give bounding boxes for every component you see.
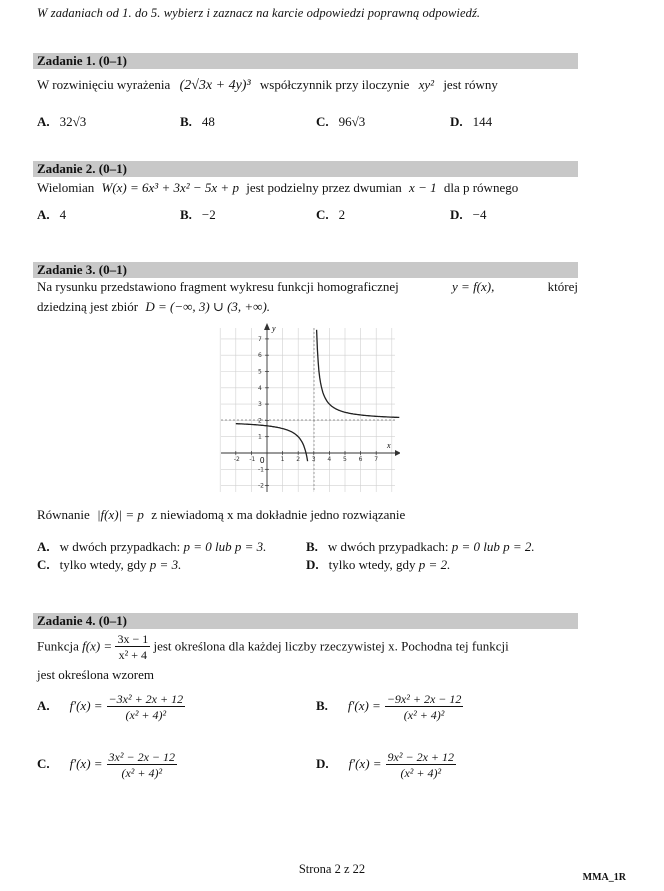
numerator: 3x² − 2x − 12 (108, 750, 175, 764)
denominator: (x² + 4)² (403, 708, 445, 722)
task-4-header (33, 613, 578, 629)
task-2-variable: x − 1 (409, 180, 437, 195)
option-value: 4 (59, 207, 67, 222)
y-tick-label: 7 (258, 335, 262, 343)
option-letter: B. (306, 539, 318, 554)
task-4-question (37, 632, 509, 663)
task-2-text: Wielomian (37, 180, 95, 195)
y-tick-label: 3 (258, 401, 262, 409)
task-3-domain: D = (−∞, 3) ∪ (3, +∞). (145, 299, 271, 314)
option-expr: p = 2. (418, 557, 451, 572)
option-fraction (107, 750, 177, 781)
task-3-line-2 (37, 298, 270, 316)
numerator: −3x² + 2x + 12 (108, 692, 184, 706)
task-3-title: Zadanie 3. (0–1) (37, 262, 127, 277)
task-4-line-2: jest określona wzorem (37, 667, 154, 682)
option-letter: D. (306, 557, 319, 572)
option-value: −4 (472, 207, 487, 222)
option-value: 48 (201, 114, 215, 129)
y-tick-label: 5 (258, 368, 262, 376)
option-letter: C. (316, 207, 329, 222)
option-text: w dwóch przypadkach: (327, 539, 449, 554)
task-3-option-b[interactable] (306, 539, 535, 555)
denominator: x² + 4 (118, 648, 148, 662)
task-2-option-c[interactable] (316, 207, 345, 223)
option-value: 144 (472, 114, 493, 129)
task-2-question (37, 179, 518, 197)
task-3-domain-text: dziedziną jest zbiór (37, 299, 139, 314)
option-letter: C. (316, 114, 329, 129)
y-axis-label: y (272, 324, 276, 333)
origin-label: 0 (260, 456, 265, 465)
option-letter: A. (37, 114, 50, 129)
option-letter: B. (316, 698, 328, 714)
option-text: tylko wtedy, gdy (328, 557, 416, 572)
task-1-option-a[interactable] (37, 114, 86, 130)
task-3-text-end: której (547, 279, 578, 294)
denominator: (x² + 4)² (121, 766, 163, 780)
task-4-option-b[interactable] (316, 692, 463, 723)
task-1-option-c[interactable] (316, 114, 365, 130)
task-2-option-a[interactable] (37, 207, 66, 223)
task-2-expression: W(x) = 6x³ + 3x² − 5x + p (101, 180, 239, 195)
x-tick-label: 5 (343, 456, 347, 463)
task-4-option-c[interactable] (37, 750, 177, 781)
task-1-option-b[interactable] (180, 114, 215, 130)
task-3-option-c[interactable] (37, 557, 181, 573)
option-letter: C. (37, 557, 50, 572)
option-letter: A. (37, 698, 50, 714)
task-1-text-mid: współczynnik przy iloczynie (259, 77, 410, 92)
denominator: (x² + 4)² (400, 766, 442, 780)
option-expr: p = 0 lub p = 2. (451, 539, 535, 554)
task-3-option-d[interactable] (306, 557, 450, 573)
task-3-function: y = f(x), (452, 279, 495, 294)
derivative-label: f′(x) = (348, 756, 382, 772)
option-text: tylko wtedy, gdy (59, 557, 147, 572)
option-letter: B. (180, 207, 192, 222)
task-4-text: Funkcja (37, 638, 79, 654)
x-axis-label: x (387, 441, 391, 450)
function-graph (215, 322, 400, 497)
task-1-option-d[interactable] (450, 114, 492, 130)
x-tick-label: 1 (280, 456, 285, 463)
option-text: w dwóch przypadkach: (59, 539, 181, 554)
task-2-title: Zadanie 2. (0–1) (37, 161, 127, 176)
task-2-header (33, 161, 578, 177)
task-4-option-a[interactable] (37, 692, 185, 723)
task-1-text-end: jest równy (443, 77, 498, 92)
task-4-title: Zadanie 4. (0–1) (37, 613, 127, 628)
x-tick-label: -1 (249, 456, 256, 463)
option-letter: C. (37, 756, 50, 772)
task-2-text-end: dla p równego (443, 180, 519, 195)
x-tick-label: 6 (358, 456, 363, 463)
option-value: 96√3 (338, 114, 366, 129)
denominator: (x² + 4)² (125, 708, 167, 722)
task-2-option-d[interactable] (450, 207, 486, 223)
x-tick-label: -2 (233, 456, 240, 463)
option-letter: D. (450, 114, 463, 129)
derivative-label: f′(x) = (69, 698, 103, 714)
y-axis-arrow (264, 323, 270, 330)
option-value: −2 (201, 207, 216, 222)
task-3-header (33, 262, 578, 278)
option-fraction (107, 692, 186, 723)
task-3-equation: |f(x)| = p (96, 507, 144, 522)
task-2-text-mid: jest podzielny przez dwumian (246, 180, 402, 195)
option-fraction (386, 750, 456, 781)
task-3-equation-line (37, 506, 405, 524)
task-3-text: Na rysunku przedstawiono fragment wykresu funkcji homograficznej (37, 279, 399, 294)
y-tick-label: 2 (258, 417, 262, 425)
x-tick-label: 7 (374, 456, 379, 463)
option-fraction (385, 692, 464, 723)
numerator: −9x² + 2x − 12 (386, 692, 462, 706)
task-1-expression: (2√3x + 4y)³ (179, 78, 251, 93)
task-3-eq-text: Równanie (37, 507, 90, 522)
x-tick-label: 2 (296, 456, 301, 463)
y-tick-label: -1 (258, 466, 264, 474)
option-value: 2 (338, 207, 346, 222)
task-3-eq-text-end: z niewiadomą x ma dokładnie jedno rozwiązanie (151, 507, 406, 522)
x-tick-label: 4 (327, 456, 332, 463)
x-axis-arrow (395, 450, 400, 456)
task-1-header (33, 53, 578, 69)
task-3-line-1 (37, 278, 578, 296)
exam-code: MMA_1R (582, 872, 626, 883)
task-1-title: Zadanie 1. (0–1) (37, 53, 127, 68)
task-1-text: W rozwinięciu wyrażenia (37, 77, 171, 92)
option-letter: A. (37, 539, 50, 554)
option-expr: p = 0 lub p = 3. (183, 539, 267, 554)
task-4-fx: f(x) = (82, 638, 113, 654)
task-4-fraction (115, 632, 150, 663)
task-4-option-d[interactable] (316, 750, 456, 781)
task-2-option-b[interactable] (180, 207, 216, 223)
option-letter: A. (37, 207, 50, 222)
task-1-question (37, 76, 498, 95)
option-expr: p = 3. (149, 557, 182, 572)
y-tick-label: -2 (258, 482, 264, 490)
option-letter: D. (450, 207, 463, 222)
numerator: 9x² − 2x + 12 (387, 750, 454, 764)
option-letter: B. (180, 114, 192, 129)
task-1-variable: xy² (418, 77, 435, 92)
y-tick-label: 4 (258, 384, 262, 392)
instructions: W zadaniach od 1. do 5. wybierz i zaznacz na karcie odpowiedzi poprawną odpowiedź. (37, 6, 481, 20)
option-value: 32√3 (59, 114, 87, 129)
task-4-text-end: jest określona dla każdej liczby rzeczywistej x. Pochodna tej funkcji (153, 638, 509, 654)
option-letter: D. (316, 756, 329, 772)
page-number: Strona 2 z 22 (298, 862, 366, 876)
y-tick-label: 1 (258, 433, 262, 441)
y-tick-label: 6 (258, 352, 262, 360)
numerator: 3x − 1 (117, 632, 149, 646)
derivative-label: f′(x) = (69, 756, 103, 772)
x-tick-label: 3 (311, 456, 316, 463)
task-3-option-a[interactable] (37, 539, 266, 555)
derivative-label: f′(x) = (347, 698, 381, 714)
